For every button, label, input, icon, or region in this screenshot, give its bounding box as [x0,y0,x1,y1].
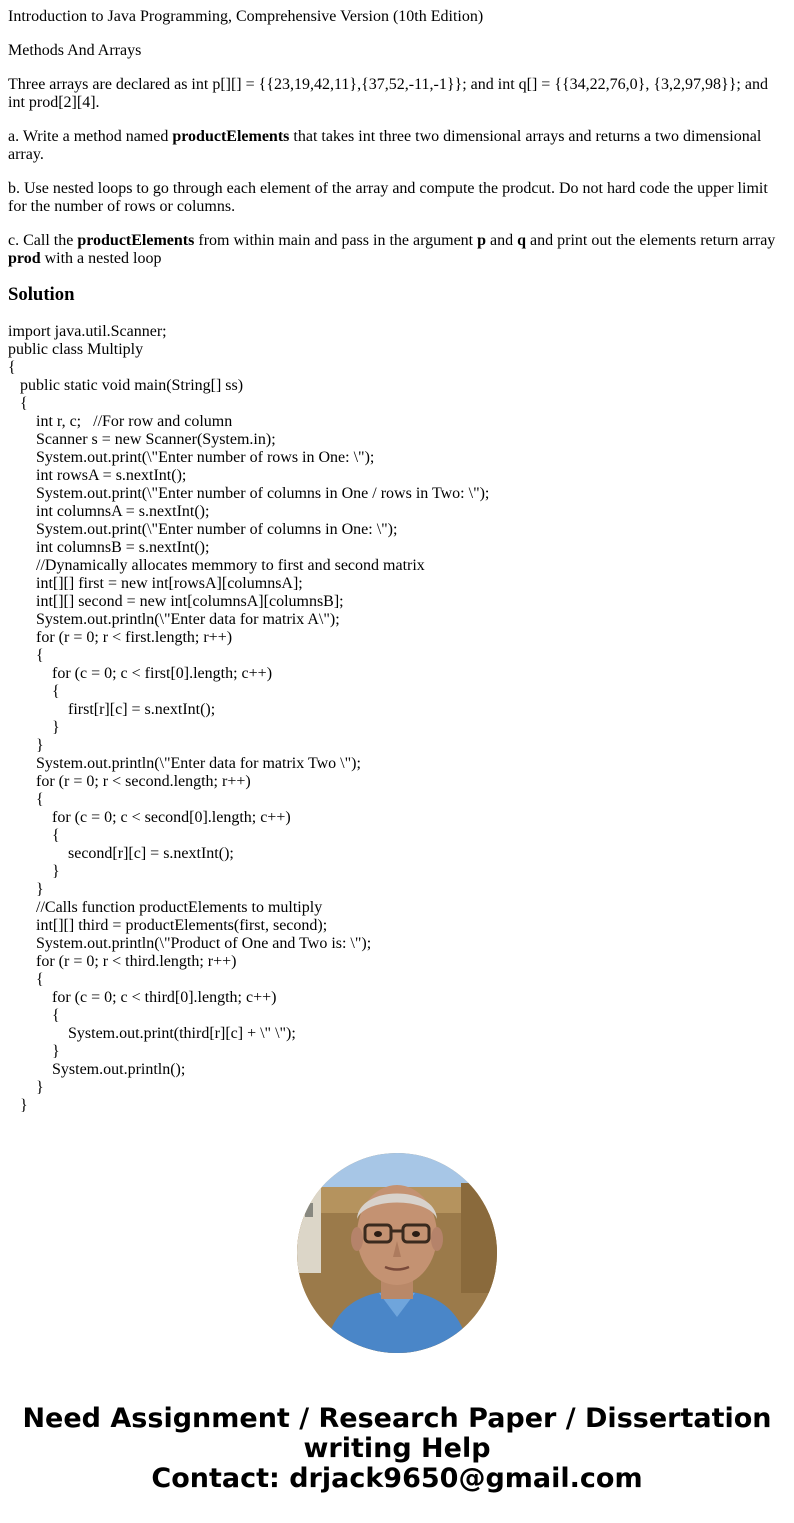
code-line: } [8,863,60,880]
code-line: { [8,683,60,700]
code-line: } [8,719,60,736]
code-line: Scanner s = new Scanner(System.in); [8,431,276,448]
code-line: int[][] third = productElements(first, second); [8,917,328,934]
promo-contact: Contact: drjack9650@gmail.com [151,1463,643,1494]
code-line: { [8,395,28,412]
author-photo-image [297,1153,497,1353]
code-line: //Dynamically allocates memmory to first and second matrix [8,557,425,574]
part-c-arg-p: p [477,232,487,249]
code-line: System.out.print(third[r][c] + \" \"); [8,1025,296,1042]
code-line: System.out.println(); [8,1061,186,1078]
code-line: } [8,737,44,754]
code-line: } [8,1079,44,1096]
code-line: for (r = 0; r < first.length; r++) [8,629,233,646]
code-line: first[r][c] = s.nextInt(); [8,701,216,718]
code-line: { [8,791,44,808]
code-line: } [8,881,44,898]
document-body [8,8,784,1115]
part-a-method-name: productElements [172,128,290,145]
code-line: int rowsA = s.nextInt(); [8,467,187,484]
promo-footer [0,1404,794,1494]
part-c-text-2: from within main and pass in the argument [194,232,478,249]
code-line: int r, c; //For row and column [8,413,233,430]
code-line: System.out.print(\"Enter number of rows in One: \"); [8,449,375,466]
code-line: second[r][c] = s.nextInt(); [8,845,234,862]
promo-line-2: writing Help [303,1433,491,1464]
code-line: for (c = 0; c < second[0].length; c++) [8,809,291,826]
problem-part-c [8,232,784,268]
author-photo [297,1153,497,1353]
solution-code [8,323,784,1115]
code-line: int[][] second = new int[columnsA][columnsB]; [8,593,344,610]
part-c-arg-q: q [517,232,527,249]
code-line: for (c = 0; c < first[0].length; c++) [8,665,273,682]
book-title: Introduction to Java Programming, Comprehensive Version (10th Edition) [8,8,484,25]
code-line: } [8,1097,28,1114]
code-line: { [8,827,60,844]
solution-heading: Solution [8,284,75,305]
part-c-text-1: c. Call the [8,232,78,249]
code-line: System.out.println(\"Product of One and Two is: \"); [8,935,372,952]
code-line: System.out.print(\"Enter number of columns in One / rows in Two: \"); [8,485,490,502]
part-c-text-5: with a nested loop [40,250,162,267]
part-a-prefix: a. Write a method named [8,128,173,145]
code-line: int[][] first = new int[rowsA][columnsA]; [8,575,303,592]
promo-line-1: Need Assignment / Research Paper / Dissertation [22,1403,772,1434]
code-line: for (r = 0; r < second.length; r++) [8,773,251,790]
code-line: public static void main(String[] ss) [8,377,244,394]
code-line: System.out.println(\"Enter data for matrix A\"); [8,611,340,628]
code-line: //Calls function productElements to multiply [8,899,323,916]
problem-part-a [8,128,784,164]
code-line: { [8,1007,60,1024]
code-line: public class Multiply [8,341,144,358]
part-a-suffix: that takes int three two dimensional arrays and returns a two dimensional array. [8,128,762,163]
code-line: int columnsA = s.nextInt(); [8,503,210,520]
part-c-method-name: productElements [77,232,195,249]
code-line: } [8,1043,60,1060]
part-c-text-4: and print out the elements return array [526,232,776,249]
part-c-text-3: and [486,232,518,249]
problem-intro: Three arrays are declared as int p[][] = {{23,19,42,11},{37,52,-11,-1}}; and int q[] = {{34,22,76,0}, {3,2,97,98}}; and int prod[2][4]. [8,76,768,111]
code-line: { [8,359,16,376]
code-line: int columnsB = s.nextInt(); [8,539,210,556]
code-line: import java.util.Scanner; [8,323,167,340]
code-line: System.out.print(\"Enter number of columns in One: \"); [8,521,398,538]
code-line: for (c = 0; c < third[0].length; c++) [8,989,277,1006]
code-line: { [8,647,44,664]
chapter-title: Methods And Arrays [8,42,142,59]
code-line: { [8,971,44,988]
code-line: System.out.println(\"Enter data for matrix Two \"); [8,755,361,772]
part-c-prod: prod [8,250,41,267]
code-line: for (r = 0; r < third.length; r++) [8,953,237,970]
problem-part-b: b. Use nested loops to go through each element of the array and compute the prodcut. Do not hard code the upper limit for the number of rows or columns. [8,180,768,215]
